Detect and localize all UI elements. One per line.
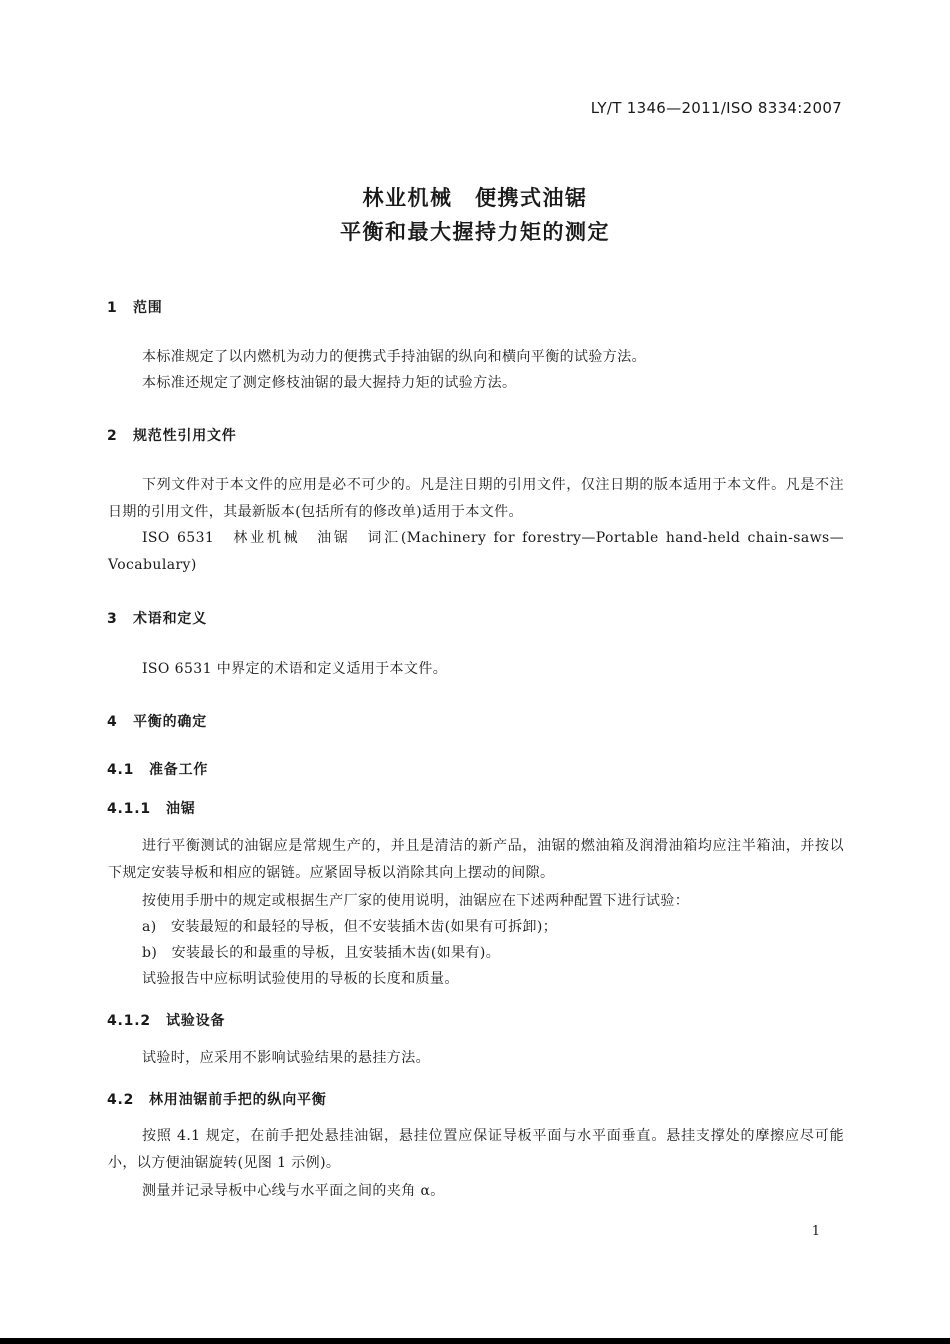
section-heading-4-2 <box>107 1089 327 1109</box>
paragraph: ISO 6531 中界定的术语和定义适用于本文件。 <box>142 661 448 677</box>
section-number: 4.1.1 <box>107 801 151 817</box>
document-title-line2: 平衡和最大握持力矩的测定 <box>340 220 610 244</box>
paragraph: 试验时，应采用不影响试验结果的悬挂方法。 <box>142 1050 430 1066</box>
section-heading-4-1-1 <box>107 798 196 818</box>
section-heading-4 <box>107 711 207 731</box>
section-heading-1 <box>107 297 163 317</box>
section-number: 4.1.2 <box>107 1013 151 1029</box>
section-heading-4-1 <box>107 759 208 779</box>
section-number: 4.2 <box>107 1092 135 1108</box>
reference-entry: ISO 6531 林业机械 油锯 词汇(Machinery for forestry—Portable hand-held chain-saws—Vocabulary) <box>108 530 844 573</box>
page-number: 1 <box>811 1224 820 1239</box>
section-number: 4 <box>107 714 118 730</box>
section-title: 试验设备 <box>166 1013 226 1029</box>
section-title: 准备工作 <box>149 762 209 778</box>
section-heading-3 <box>107 608 207 628</box>
paragraph: 下列文件对于本文件的应用是必不可少的。凡是注日期的引用文件，仅注日期的版本适用于本文件。凡是不注日期的引用文件，其最新版本(包括所有的修改单)适用于本文件。 <box>108 477 844 520</box>
section-title: 范围 <box>133 300 163 316</box>
section-number: 4.1 <box>107 762 135 778</box>
list-item-b: b) 安装最长的和最重的导板，且安装插木齿(如果有)。 <box>142 945 501 961</box>
section-title: 术语和定义 <box>133 611 207 627</box>
paragraph: 按照 4.1 规定，在前手把处悬挂油锯，悬挂位置应保证导板平面与水平面垂直。悬挂支撑处的摩擦应尽可能小，以方便油锯旋转(见图 1 示例)。 <box>108 1128 844 1171</box>
paragraph: 本标准规定了以内燃机为动力的便携式手持油锯的纵向和横向平衡的试验方法。 <box>142 349 646 365</box>
paragraph: 按使用手册中的规定或根据生产厂家的使用说明，油锯应在下述两种配置下进行试验： <box>142 893 690 909</box>
paragraph: 试验报告中应标明试验使用的导板的长度和质量。 <box>142 971 459 987</box>
section-title: 规范性引用文件 <box>133 428 237 444</box>
section-number: 2 <box>107 428 118 444</box>
section-title: 林用油锯前手把的纵向平衡 <box>149 1092 327 1108</box>
bottom-border <box>0 1338 950 1344</box>
section-heading-4-1-2 <box>107 1010 225 1030</box>
standard-code: LY/T 1346—2011/ISO 8334:2007 <box>590 99 842 117</box>
section-number: 3 <box>107 611 118 627</box>
section-title: 油锯 <box>166 801 196 817</box>
section-heading-2 <box>107 425 237 445</box>
paragraph: 测量并记录导板中心线与水平面之间的夹角 α。 <box>142 1183 445 1199</box>
section-title: 平衡的确定 <box>133 714 207 730</box>
list-item-a: a) 安装最短的和最轻的导板，但不安装插木齿(如果有可拆卸)； <box>142 919 558 935</box>
paragraph: 本标准还规定了测定修枝油锯的最大握持力矩的试验方法。 <box>142 375 517 391</box>
document-title-line1: 林业机械 便携式油锯 <box>362 186 588 210</box>
section-number: 1 <box>107 300 118 316</box>
paragraph: 进行平衡测试的油锯应是常规生产的，并且是清洁的新产品，油锯的燃油箱及润滑油箱均应注半箱油，并按以下规定安装导板和相应的锯链。应紧固导板以消除其向上摆动的间隙。 <box>108 838 844 881</box>
